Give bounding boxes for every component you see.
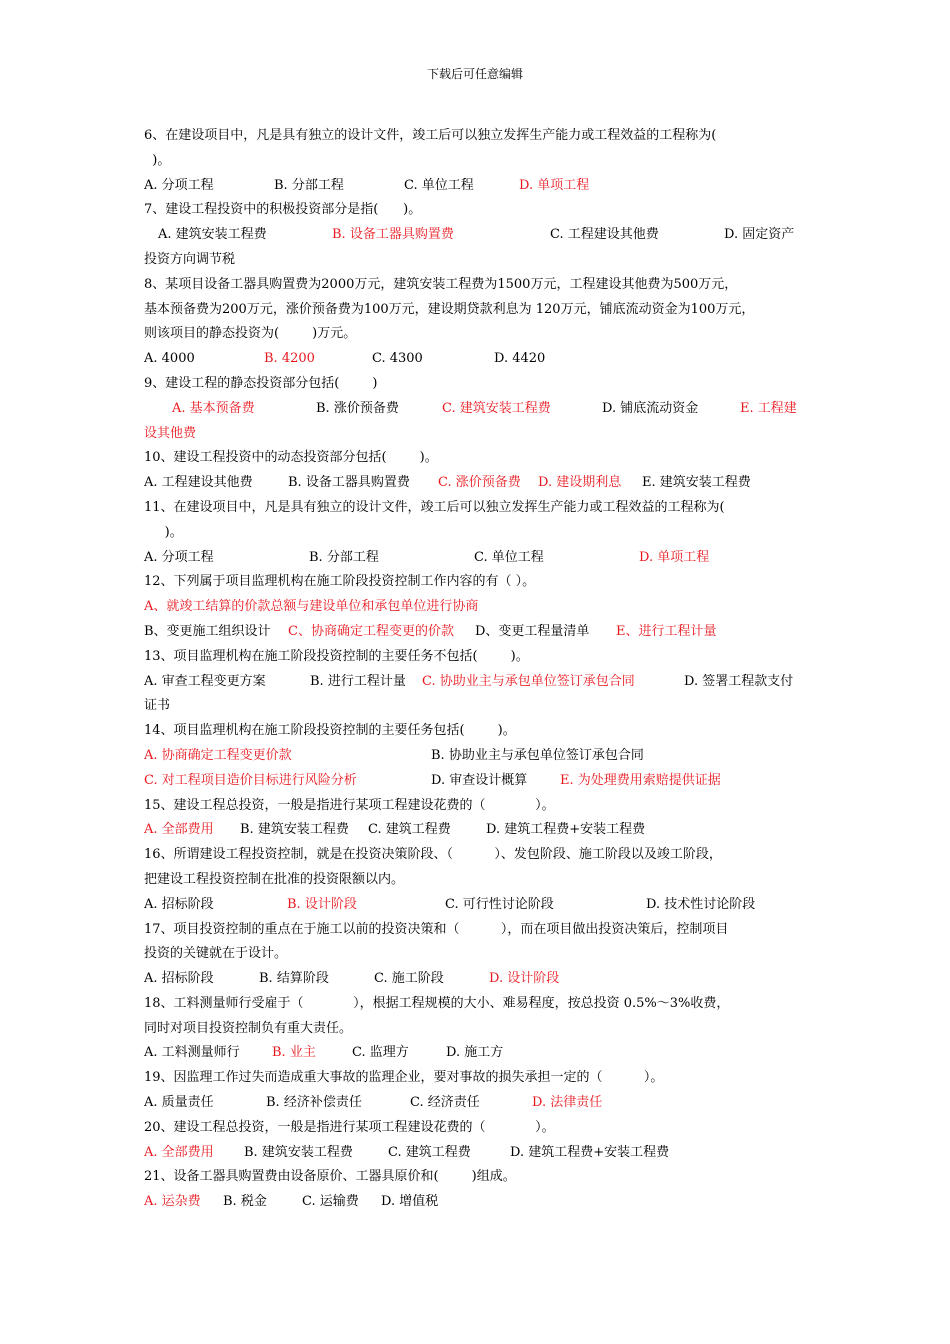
text-segment: D. 铺底流动资金	[602, 400, 699, 416]
text-line	[144, 645, 816, 670]
text-segment: E. 建筑安装工程费	[642, 475, 751, 491]
text-segment: A. 工程建设其他费	[144, 475, 253, 491]
answer-option: C. 涨价预备费	[438, 475, 521, 491]
text-segment: C. 工程建设其他费	[550, 227, 659, 243]
text-segment: B、变更施工组织设计	[144, 623, 275, 639]
text-segment: B. 协助业主与承包单位签订承包合同	[431, 747, 644, 763]
text-segment: B. 经济补偿责任	[266, 1095, 362, 1111]
text-segment: B. 分部工程	[274, 177, 344, 193]
text-segment: )。	[144, 152, 171, 168]
text-line	[144, 198, 816, 223]
answer-option: D. 设计阶段	[489, 971, 560, 987]
text-line	[144, 1091, 816, 1116]
text-segment: 把建设工程投资控制在批准的投资限额以内。	[144, 871, 405, 887]
text-line	[144, 1041, 816, 1066]
text-line	[144, 719, 816, 744]
text-line	[144, 446, 816, 471]
text-line	[144, 248, 816, 273]
text-line	[144, 372, 816, 397]
text-line	[144, 1165, 816, 1190]
text-segment: C. 监理方	[352, 1045, 409, 1061]
answer-option: C. 协助业主与承包单位签订承包合同	[422, 673, 635, 689]
text-segment: )。	[144, 524, 183, 540]
answer-option: A. 全部费用	[144, 1144, 214, 1160]
text-line	[144, 620, 816, 645]
text-segment: 证书	[144, 698, 171, 714]
answer-option: D. 单项工程	[639, 549, 710, 565]
text-line	[144, 273, 816, 298]
text-segment: A. 建筑安装工程费	[158, 227, 267, 243]
text-line	[144, 397, 816, 422]
text-segment: D. 增值税	[381, 1194, 439, 1210]
answer-option: D. 单项工程	[519, 177, 590, 193]
text-line	[144, 347, 816, 372]
text-segment: A. 4000	[144, 351, 195, 367]
text-line	[144, 818, 816, 843]
text-segment: A. 质量责任	[144, 1095, 214, 1111]
text-line	[144, 992, 816, 1017]
text-line	[144, 843, 816, 868]
text-line	[144, 174, 816, 199]
text-segment: C. 单位工程	[474, 549, 544, 565]
text-segment: 20、建设工程总投资，一般是指进行某项工程建设花费的（ ）。	[144, 1119, 555, 1135]
text-segment: B. 建筑安装工程费	[240, 822, 349, 838]
text-segment: B. 建筑安装工程费	[244, 1144, 353, 1160]
text-segment: D. 建筑工程费+安装工程费	[486, 822, 646, 838]
text-line	[144, 694, 816, 719]
text-segment: D. 4420	[494, 351, 546, 367]
text-segment: D. 施工方	[446, 1045, 504, 1061]
text-segment: A. 招标阶段	[144, 896, 214, 912]
text-segment: 则该项目的静态投资为( )万元。	[144, 326, 357, 342]
text-line	[144, 471, 816, 496]
text-line	[144, 124, 816, 149]
text-segment: 8、某项目设备工器具购置费为2000万元，建筑安装工程费为1500万元，工程建设其他费为500万元，	[144, 276, 738, 292]
text-segment: C. 经济责任	[410, 1095, 480, 1111]
answer-option: D. 建设期利息	[538, 475, 622, 491]
text-segment: 18、工料测量师行受雇于（ ），根据工程规模的大小、难易程度，按总投资 0.5%～3%收费，	[144, 995, 730, 1011]
text-segment: C. 建筑工程费	[368, 822, 451, 838]
text-line	[144, 893, 816, 918]
text-line	[144, 967, 816, 992]
answer-option: A. 协商确定工程变更价款	[144, 747, 292, 763]
text-line	[144, 298, 816, 323]
text-line	[144, 1116, 816, 1141]
answer-option: E、进行工程计量	[616, 623, 717, 639]
text-segment: A. 分项工程	[144, 549, 214, 565]
text-segment: C. 施工阶段	[374, 971, 444, 987]
text-line	[144, 223, 816, 248]
text-line	[144, 794, 816, 819]
answer-option: B. 4200	[264, 351, 315, 367]
text-segment: 投资方向调节税	[144, 251, 236, 267]
text-segment: C. 4300	[372, 351, 423, 367]
answer-option: B. 业主	[272, 1045, 316, 1061]
answer-option: C. 建筑安装工程费	[442, 400, 551, 416]
text-segment: D. 技术性讨论阶段	[646, 896, 756, 912]
text-segment: B. 税金	[223, 1194, 267, 1210]
text-line	[144, 546, 816, 571]
text-line	[144, 496, 816, 521]
text-segment: A. 招标阶段	[144, 971, 214, 987]
text-segment: 6、在建设项目中，凡是具有独立的设计文件，竣工后可以独立发挥生产能力或工程效益的工程称为(	[144, 128, 717, 143]
text-line	[144, 1141, 816, 1166]
document-body	[144, 124, 816, 1215]
text-segment: A. 工料测量师行	[144, 1045, 240, 1061]
text-segment: D. 审查设计概算	[431, 772, 528, 788]
text-segment: 19、因监理工作过失而造成重大事故的监理企业，要对事故的损失承担一定的（ ）。	[144, 1070, 664, 1086]
text-segment: 13、项目监理机构在施工阶段投资控制的主要任务不包括( )。	[144, 648, 529, 664]
text-line	[144, 769, 816, 794]
text-segment: A. 审查工程变更方案	[144, 673, 266, 689]
text-segment: 9、建设工程的静态投资部分包括( )	[144, 375, 378, 391]
text-segment: B. 结算阶段	[259, 971, 329, 987]
text-segment: 投资的关键就在于设计。	[144, 946, 288, 962]
answer-option: C. 对工程项目造价目标进行风险分析	[144, 772, 357, 788]
answer-option: A. 基本预备费	[172, 400, 255, 416]
answer-option: E. 为处理费用索赔提供证据	[560, 772, 721, 788]
text-line	[144, 744, 816, 769]
answer-option: A. 运杂费	[144, 1194, 201, 1210]
text-segment: 10、建设工程投资中的动态投资部分包括( )。	[144, 450, 438, 466]
text-segment: D、变更工程量清单	[475, 623, 590, 639]
text-segment: B. 设备工器具购置费	[288, 475, 410, 491]
text-segment: C. 运输费	[302, 1194, 359, 1210]
text-segment: C. 可行性讨论阶段	[445, 896, 554, 912]
text-segment: A. 分项工程	[144, 177, 214, 193]
text-segment: 15、建设工程总投资，一般是指进行某项工程建设花费的（ ）。	[144, 797, 555, 813]
text-segment: B. 分部工程	[309, 549, 379, 565]
text-segment: D. 签署工程款支付	[684, 673, 794, 689]
text-segment: 基本预备费为200万元，涨价预备费为100万元，建设期贷款利息为 120万元，铺底流动资金为100万元，	[144, 301, 755, 317]
answer-option: B. 设计阶段	[287, 896, 357, 912]
text-line	[144, 521, 816, 546]
answer-option: D. 法律责任	[532, 1095, 603, 1111]
text-segment: C. 建筑工程费	[388, 1144, 471, 1160]
text-line	[144, 570, 816, 595]
text-segment: 16、所谓建设工程投资控制，就是在投资决策阶段、（ ）、发包阶段、施工阶段以及竣工阶段，	[144, 847, 722, 863]
text-segment: 21、设备工器具购置费由设备原价、工器具原价和( )组成。	[144, 1169, 516, 1185]
answer-option: A. 全部费用	[144, 822, 214, 838]
text-line	[144, 149, 816, 174]
text-segment: 7、建设工程投资中的积极投资部分是指( )。	[144, 202, 422, 218]
text-line	[144, 942, 816, 967]
text-segment: 17、项目投资控制的重点在于施工以前的投资决策和（ ），而在项目做出投资决策后，控制项目	[144, 921, 729, 937]
text-line	[144, 422, 816, 447]
text-segment: D. 建筑工程费+安装工程费	[510, 1144, 670, 1160]
text-segment: 14、项目监理机构在施工阶段投资控制的主要任务包括( )。	[144, 723, 516, 739]
text-segment: C. 单位工程	[404, 177, 474, 193]
text-segment: D. 固定资产	[724, 227, 795, 243]
text-line	[144, 595, 816, 620]
text-line	[144, 1190, 816, 1215]
answer-option: B. 设备工器具购置费	[332, 227, 454, 243]
text-line	[144, 670, 816, 695]
answer-option: A、就竣工结算的价款总额与建设单位和承包单位进行协商	[144, 599, 479, 615]
text-segment: 11、在建设项目中，凡是具有独立的设计文件，竣工后可以独立发挥生产能力或工程效益的工程称为(	[144, 499, 725, 515]
text-line	[144, 1017, 816, 1042]
text-segment: 12、下列属于项目监理机构在施工阶段投资控制工作内容的有（ ）。	[144, 574, 536, 590]
text-line	[144, 322, 816, 347]
answer-option: C、协商确定工程变更的价款	[288, 623, 454, 639]
text-line	[144, 1066, 816, 1091]
text-line	[144, 868, 816, 893]
text-segment: 同时对项目投资控制负有重大责任。	[144, 1020, 353, 1036]
answer-option: 设其他费	[144, 425, 197, 441]
text-line	[144, 918, 816, 943]
page-header: 下载后可任意编辑	[426, 67, 523, 81]
answer-option: E. 工程建	[740, 400, 797, 416]
text-segment: B. 进行工程计量	[310, 673, 406, 689]
text-segment: B. 涨价预备费	[316, 400, 399, 416]
